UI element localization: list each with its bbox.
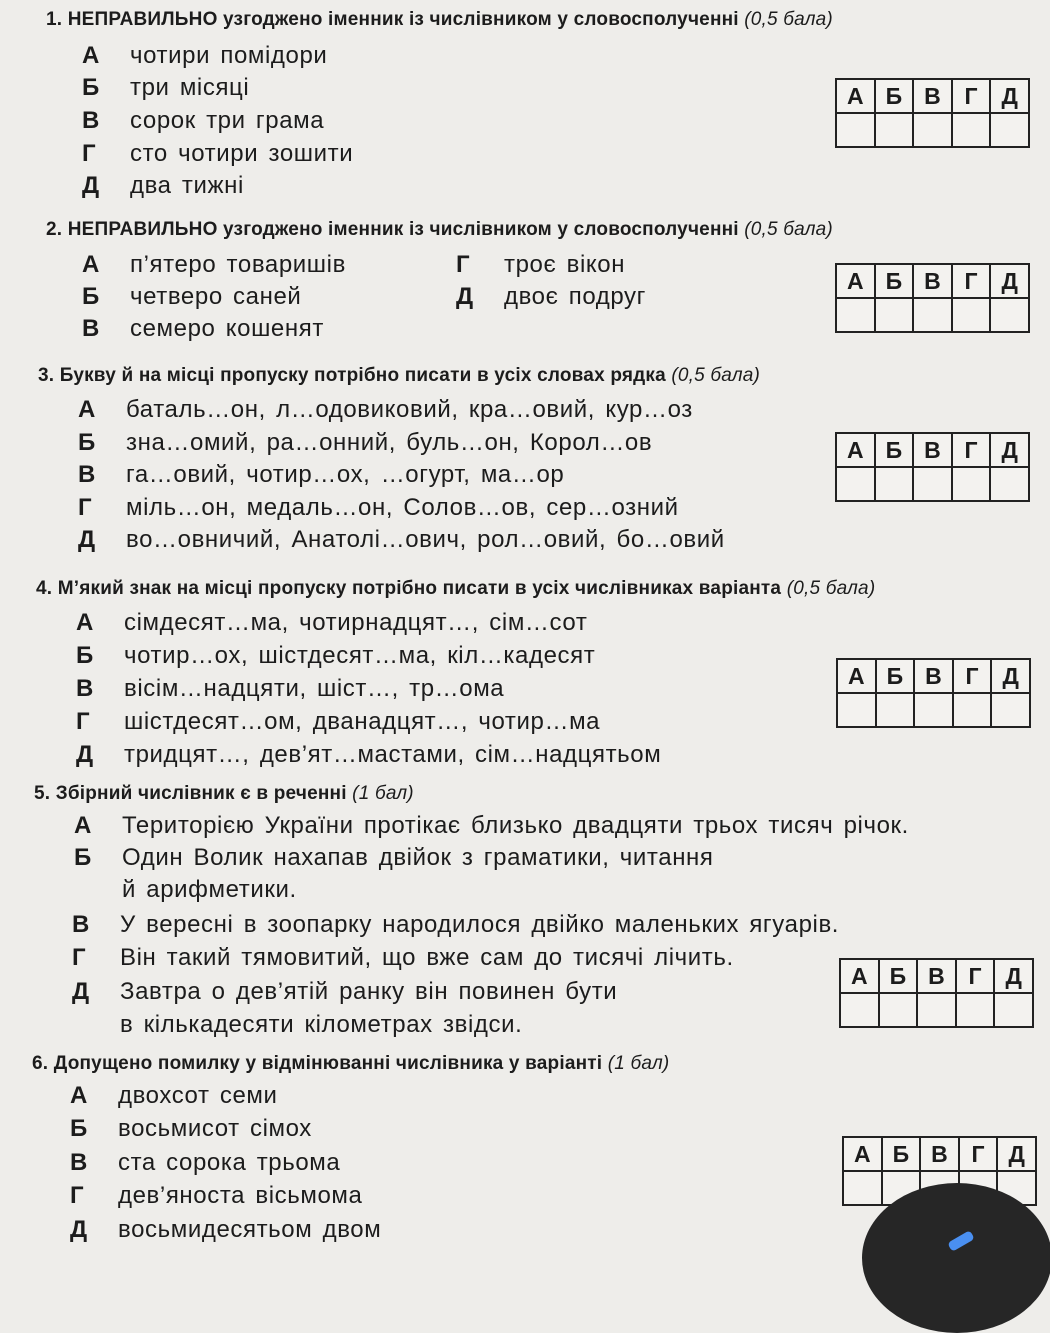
option-b: Б чотир…ох, шістдесят…ма, кіл…кадесят [76, 642, 596, 669]
grid-header-e: Д [990, 433, 1029, 467]
answer-cell-c[interactable] [914, 693, 953, 727]
option-e: Д тридцят…, дев’ят…мастами, сім…надцятьом [76, 741, 662, 768]
option-a: А баталь…он, л…одовиковий, кра…овий, кур…оз [78, 396, 693, 423]
answer-cell-d[interactable] [952, 467, 991, 501]
grid-header-c: В [914, 659, 953, 693]
option-e: Д во…овничий, Анатолі…ович, рол…овий, бо…овий [78, 526, 725, 553]
answer-cell-c[interactable] [913, 298, 952, 332]
answer-cell-e[interactable] [994, 993, 1033, 1027]
option-a: А Територією України протікає близько двадцяти трьох тисяч річок. [74, 812, 909, 839]
option-b: Б три місяці [82, 74, 250, 101]
option-e: Д два тижні [82, 172, 244, 199]
question-heading: 2. НЕПРАВИЛЬНО узгоджено іменник із числівником у словосполученні (0,5 бала) [46, 219, 833, 240]
grid-header-e: Д [990, 264, 1029, 298]
option-d: Г сто чотири зошити [82, 140, 354, 167]
question-heading: 4. М’який знак на місці пропуску потрібно писати в усіх числівниках варіанта (0,5 бала) [36, 578, 876, 599]
answer-cell-a[interactable] [836, 113, 875, 147]
grid-header-e: Д [997, 1137, 1036, 1171]
grid-header-d: Г [952, 264, 991, 298]
answer-cell-b[interactable] [876, 693, 915, 727]
answer-grid [839, 958, 1034, 1028]
answer-cell-b[interactable] [875, 467, 914, 501]
grid-header-b: Б [876, 659, 915, 693]
grid-header-b: Б [875, 433, 914, 467]
answer-grid [836, 658, 1031, 728]
grid-header-c: В [913, 264, 952, 298]
option-c: В вісім…надцяти, шіст…, тр…ома [76, 675, 505, 702]
option-b: Б зна…омий, ра…онний, буль…он, Корол…ов [78, 429, 653, 456]
answer-cell-b[interactable] [875, 113, 914, 147]
answer-cell-c[interactable] [913, 467, 952, 501]
option-d: Г Він такий тямовитий, що вже сам до тисячі лічить. [72, 944, 734, 971]
answer-cell-d[interactable] [953, 693, 992, 727]
answer-cell-e[interactable] [990, 298, 1029, 332]
option-a: А двохсот семи [70, 1082, 278, 1109]
option-d: Г шістдесят…ом, дванадцят…, чотир…ма [76, 708, 601, 735]
option-e: Д Завтра о дев’ятій ранку він повинен бути [72, 978, 618, 1005]
grid-header-a: А [837, 659, 876, 693]
option-d: Г дев’яноста вісьмома [70, 1182, 363, 1209]
answer-cell-a[interactable] [836, 298, 875, 332]
option-a: А сімдесят…ма, чотирнадцят…, сім…сот [76, 609, 588, 636]
option-b: Б четверо саней [82, 283, 302, 310]
grid-header-a: А [843, 1137, 882, 1171]
grid-header-d: Г [952, 79, 991, 113]
option-b-continuation: й арифметики. [122, 876, 297, 903]
grid-header-a: А [836, 264, 875, 298]
answer-cell-e[interactable] [991, 693, 1030, 727]
option-e-continuation: в кількадесяти кілометрах звідси. [120, 1011, 523, 1038]
answer-cell-c[interactable] [917, 993, 956, 1027]
grid-header-d: Г [953, 659, 992, 693]
question-heading: 1. НЕПРАВИЛЬНО узгоджено іменник із числівником у словосполученні (0,5 бала) [46, 9, 833, 30]
grid-header-c: В [913, 79, 952, 113]
grid-header-a: А [840, 959, 879, 993]
option-c: В га…овий, чотир…ох, …огурт, ма…ор [78, 461, 565, 488]
answer-cell-a[interactable] [836, 467, 875, 501]
grid-header-b: Б [882, 1137, 921, 1171]
grid-header-b: Б [875, 264, 914, 298]
answer-cell-e[interactable] [990, 467, 1029, 501]
grid-header-e: Д [990, 79, 1029, 113]
option-c: В семеро кошенят [82, 315, 324, 342]
answer-cell-a[interactable] [843, 1171, 882, 1205]
option-c: В сорок три грама [82, 107, 325, 134]
answer-cell-d[interactable] [956, 993, 995, 1027]
grid-header-a: А [836, 433, 875, 467]
answer-cell-d[interactable] [952, 298, 991, 332]
floating-action-button[interactable] [862, 1183, 1050, 1333]
grid-header-a: А [836, 79, 875, 113]
answer-cell-b[interactable] [875, 298, 914, 332]
option-b: Б восьмисот сімох [70, 1115, 312, 1142]
answer-grid [835, 432, 1030, 502]
grid-header-c: В [913, 433, 952, 467]
option-e: Д двоє подруг [456, 283, 646, 310]
answer-grid [835, 263, 1030, 333]
grid-header-d: Г [959, 1137, 998, 1171]
answer-cell-a[interactable] [837, 693, 876, 727]
answer-cell-e[interactable] [990, 113, 1029, 147]
option-e: Д восьмидесятьом двом [70, 1216, 382, 1243]
grid-header-e: Д [991, 659, 1030, 693]
question-heading: 5. Збірний числівник є в реченні (1 бал) [34, 783, 414, 804]
grid-header-e: Д [994, 959, 1033, 993]
answer-cell-d[interactable] [952, 113, 991, 147]
grid-header-c: В [920, 1137, 959, 1171]
answer-cell-a[interactable] [840, 993, 879, 1027]
option-a: А чотири помідори [82, 42, 328, 69]
option-c: В ста сорока трьома [70, 1149, 341, 1176]
grid-header-c: В [917, 959, 956, 993]
answer-cell-b[interactable] [879, 993, 918, 1027]
answer-cell-c[interactable] [913, 113, 952, 147]
option-a: А п’ятеро товаришів [82, 251, 346, 278]
grid-header-b: Б [875, 79, 914, 113]
grid-header-d: Г [952, 433, 991, 467]
option-d: Г міль…он, медаль…он, Солов…ов, сер…озний [78, 494, 679, 521]
grid-header-d: Г [956, 959, 995, 993]
option-d: Г троє вікон [456, 251, 626, 278]
question-heading: 3. Букву й на місці пропуску потрібно писати в усіх словах рядка (0,5 бала) [38, 365, 761, 386]
answer-grid [835, 78, 1030, 148]
option-b: Б Один Волик нахапав двійок з граматики, читання [74, 844, 714, 871]
option-c: В У вересні в зоопарку народилося двійко маленьких ягуарів. [72, 911, 840, 938]
question-heading: 6. Допущено помилку у відмінюванні числівника у варіанті (1 бал) [32, 1053, 670, 1074]
grid-header-b: Б [879, 959, 918, 993]
